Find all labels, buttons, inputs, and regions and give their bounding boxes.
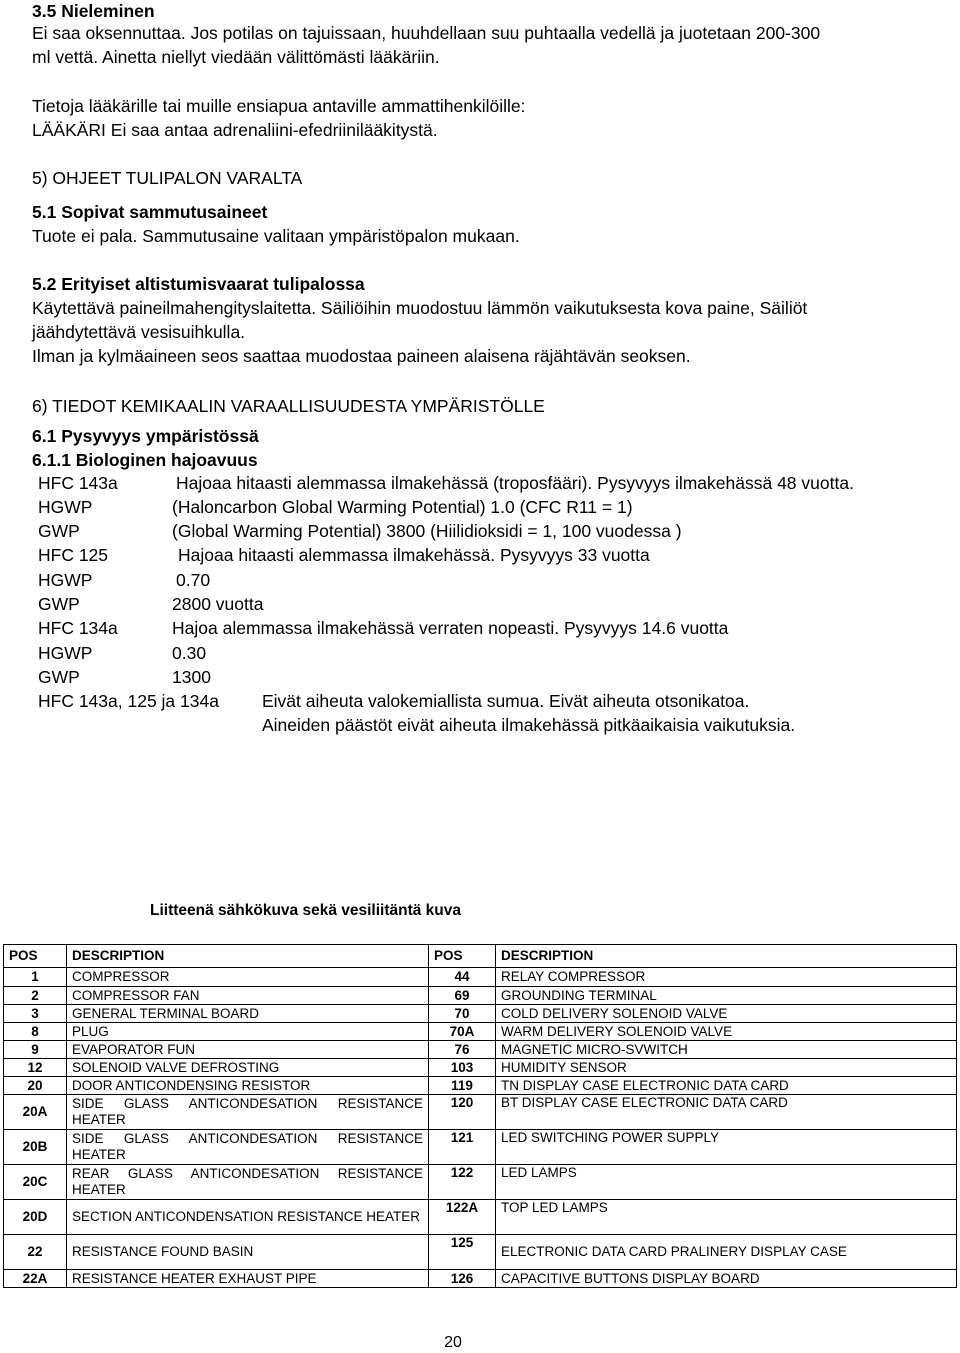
substance-value: Hajoa alemmassa ilmakehässä verraten nopeasti. Pysyvyys 14.6 vuotta — [172, 618, 729, 638]
pos-cell: 20D — [4, 1200, 67, 1235]
substance-key: HFC 143a — [38, 473, 118, 493]
parts-table — [3, 944, 957, 1288]
pos-cell: 2 — [4, 987, 67, 1005]
description-cell: CAPACITIVE BUTTONS DISPLAY BOARD — [496, 1270, 957, 1288]
description-cell: LED LAMPS — [496, 1165, 957, 1200]
column-header-pos: POS — [429, 945, 496, 968]
description-cell: PLUG — [67, 1023, 429, 1041]
substance-value: Eivät aiheuta valokemiallista sumua. Eivät aiheuta otsonikatoa. — [262, 691, 750, 711]
substance-value: (Global Warming Potential) 3800 (Hiilidioksidi = 1, 100 vuodessa ) — [172, 521, 682, 541]
description-cell: ELECTRONIC DATA CARD PRALINERY DISPLAY CASE — [496, 1235, 957, 1270]
paragraph-line: jäähdytettävä vesisuihkulla. — [32, 322, 246, 342]
pos-cell: 126 — [429, 1270, 496, 1288]
substance-value: 1300 — [172, 667, 211, 687]
subsection-heading-6-1: 6.1 Pysyvyys ympäristössä — [32, 426, 259, 446]
description-cell: TN DISPLAY CASE ELECTRONIC DATA CARD — [496, 1077, 957, 1095]
paragraph-line: ml vettä. Ainetta niellyt viedään välittömästi lääkäriin. — [32, 47, 440, 67]
table-row — [4, 1200, 957, 1235]
section-title-6: 6) TIEDOT KEMIKAALIN VARAALLISUUDESTA YMPÄRISTÖLLE — [32, 396, 545, 416]
description-cell: COMPRESSOR — [67, 968, 429, 987]
substance-key: HFC 125 — [38, 545, 109, 565]
attachment-title: Liitteenä sähkökuva sekä vesiliitäntä kuva — [150, 902, 462, 919]
description-cell: TOP LED LAMPS — [496, 1200, 957, 1235]
description-cell: REAR GLASS ANTICONDESATION RESISTANCE HEATER — [67, 1165, 429, 1200]
table-row — [4, 1270, 957, 1288]
pos-cell: 44 — [429, 968, 496, 987]
paragraph-line: Tuote ei pala. Sammutusaine valitaan ympäristöpalon mukaan. — [32, 226, 520, 246]
table-row — [4, 1130, 957, 1165]
description-cell: GROUNDING TERMINAL — [496, 987, 957, 1005]
description-cell: WARM DELIVERY SOLENOID VALVE — [496, 1023, 957, 1041]
substance-value: 0.30 — [172, 643, 207, 663]
table-row — [4, 1005, 957, 1023]
pos-cell: 20C — [4, 1165, 67, 1200]
paragraph-line: Tietoja lääkärille tai muille ensiapua antaville ammattihenkilöille: — [32, 96, 526, 116]
table-row — [4, 1235, 957, 1270]
substance-value: (Haloncarbon Global Warming Potential) 1.0 (CFC R11 = 1) — [172, 497, 633, 517]
subsection-heading-6-1-1: 6.1.1 Biologinen hajoavuus — [32, 450, 258, 470]
column-header-description: DESCRIPTION — [496, 945, 957, 968]
column-header-pos: POS — [4, 945, 67, 968]
substance-value: Aineiden päästöt eivät aiheuta ilmakehässä pitkäaikaisia vaikutuksia. — [262, 715, 796, 735]
paragraph-line: Ei saa oksennuttaa. Jos potilas on tajuissaan, huuhdellaan suu puhtaalla vedellä ja juotetaan 200-300 — [32, 23, 821, 43]
substance-key: HFC 134a — [38, 618, 118, 638]
description-cell: DOOR ANTICONDENSING RESISTOR — [67, 1077, 429, 1095]
pos-cell: 9 — [4, 1041, 67, 1059]
substance-value: Hajoaa hitaasti alemmassa ilmakehässä. Pysyvyys 33 vuotta — [178, 545, 650, 565]
subsection-heading-5-1: 5.1 Sopivat sammutusaineet — [32, 202, 268, 222]
substance-key: HGWP — [38, 570, 93, 590]
substance-key: HFC 143a, 125 ja 134a — [38, 691, 219, 711]
column-header-description: DESCRIPTION — [67, 945, 429, 968]
pos-cell: 1 — [4, 968, 67, 987]
pos-cell: 20 — [4, 1077, 67, 1095]
section-heading-3-5: 3.5 Nieleminen — [32, 1, 155, 21]
description-cell: SIDE GLASS ANTICONDESATION RESISTANCE HEATER — [67, 1130, 429, 1165]
substance-value: Hajoaa hitaasti alemmassa ilmakehässä (troposfääri). Pysyvyys ilmakehässä 48 vuotta. — [176, 473, 854, 493]
substance-key: HGWP — [38, 497, 93, 517]
paragraph-line: Käytettävä paineilmahengityslaitetta. Säiliöihin muodostuu lämmön vaikutuksesta kova paine, Säiliöt — [32, 298, 808, 318]
table-row — [4, 1059, 957, 1077]
description-cell: SOLENOID VALVE DEFROSTING — [67, 1059, 429, 1077]
pos-cell: 12 — [4, 1059, 67, 1077]
description-cell: SIDE GLASS ANTICONDESATION RESISTANCE HEATER — [67, 1095, 429, 1130]
table-row — [4, 1023, 957, 1041]
pos-cell: 121 — [429, 1130, 496, 1165]
description-cell: RELAY COMPRESSOR — [496, 968, 957, 987]
description-cell: HUMIDITY SENSOR — [496, 1059, 957, 1077]
table-row — [4, 1041, 957, 1059]
description-cell: LED SWITCHING POWER SUPPLY — [496, 1130, 957, 1165]
pos-cell: 20A — [4, 1095, 67, 1130]
table-row — [4, 1095, 957, 1130]
substance-key: GWP — [38, 594, 80, 614]
pos-cell: 122 — [429, 1165, 496, 1200]
pos-cell: 8 — [4, 1023, 67, 1041]
description-cell: RESISTANCE FOUND BASIN — [67, 1235, 429, 1270]
substance-value: 2800 vuotta — [172, 594, 264, 614]
pos-cell: 120 — [429, 1095, 496, 1130]
description-cell: GENERAL TERMINAL BOARD — [67, 1005, 429, 1023]
description-cell: EVAPORATOR FUN — [67, 1041, 429, 1059]
pos-cell: 70 — [429, 1005, 496, 1023]
pos-cell: 3 — [4, 1005, 67, 1023]
paragraph-line: Ilman ja kylmäaineen seos saattaa muodostaa paineen alaisena räjähtävän seoksen. — [32, 346, 691, 366]
pos-cell: 125 — [429, 1235, 496, 1270]
paragraph-line: LÄÄKÄRI Ei saa antaa adrenaliini-efedriinilääkitystä. — [32, 120, 438, 140]
description-cell: SECTION ANTICONDENSATION RESISTANCE HEATER — [67, 1200, 429, 1235]
page-number: 20 — [444, 1334, 462, 1351]
table-row — [4, 1165, 957, 1200]
description-cell: COLD DELIVERY SOLENOID VALVE — [496, 1005, 957, 1023]
description-cell: MAGNETIC MICRO-SVWITCH — [496, 1041, 957, 1059]
table-row — [4, 968, 957, 987]
description-cell: RESISTANCE HEATER EXHAUST PIPE — [67, 1270, 429, 1288]
substance-value: 0.70 — [176, 570, 211, 590]
substance-key: GWP — [38, 667, 80, 687]
table-header-row — [4, 945, 957, 968]
pos-cell: 20B — [4, 1130, 67, 1165]
substance-key: GWP — [38, 521, 80, 541]
pos-cell: 22A — [4, 1270, 67, 1288]
table-row — [4, 987, 957, 1005]
table-row — [4, 1077, 957, 1095]
substance-key: HGWP — [38, 643, 93, 663]
pos-cell: 22 — [4, 1235, 67, 1270]
pos-cell: 119 — [429, 1077, 496, 1095]
description-cell: COMPRESSOR FAN — [67, 987, 429, 1005]
pos-cell: 103 — [429, 1059, 496, 1077]
description-cell: BT DISPLAY CASE ELECTRONIC DATA CARD — [496, 1095, 957, 1130]
subsection-heading-5-2: 5.2 Erityiset altistumisvaarat tulipalossa — [32, 274, 365, 294]
pos-cell: 70A — [429, 1023, 496, 1041]
section-title-5: 5) OHJEET TULIPALON VARALTA — [32, 168, 303, 188]
pos-cell: 69 — [429, 987, 496, 1005]
pos-cell: 76 — [429, 1041, 496, 1059]
pos-cell: 122A — [429, 1200, 496, 1235]
